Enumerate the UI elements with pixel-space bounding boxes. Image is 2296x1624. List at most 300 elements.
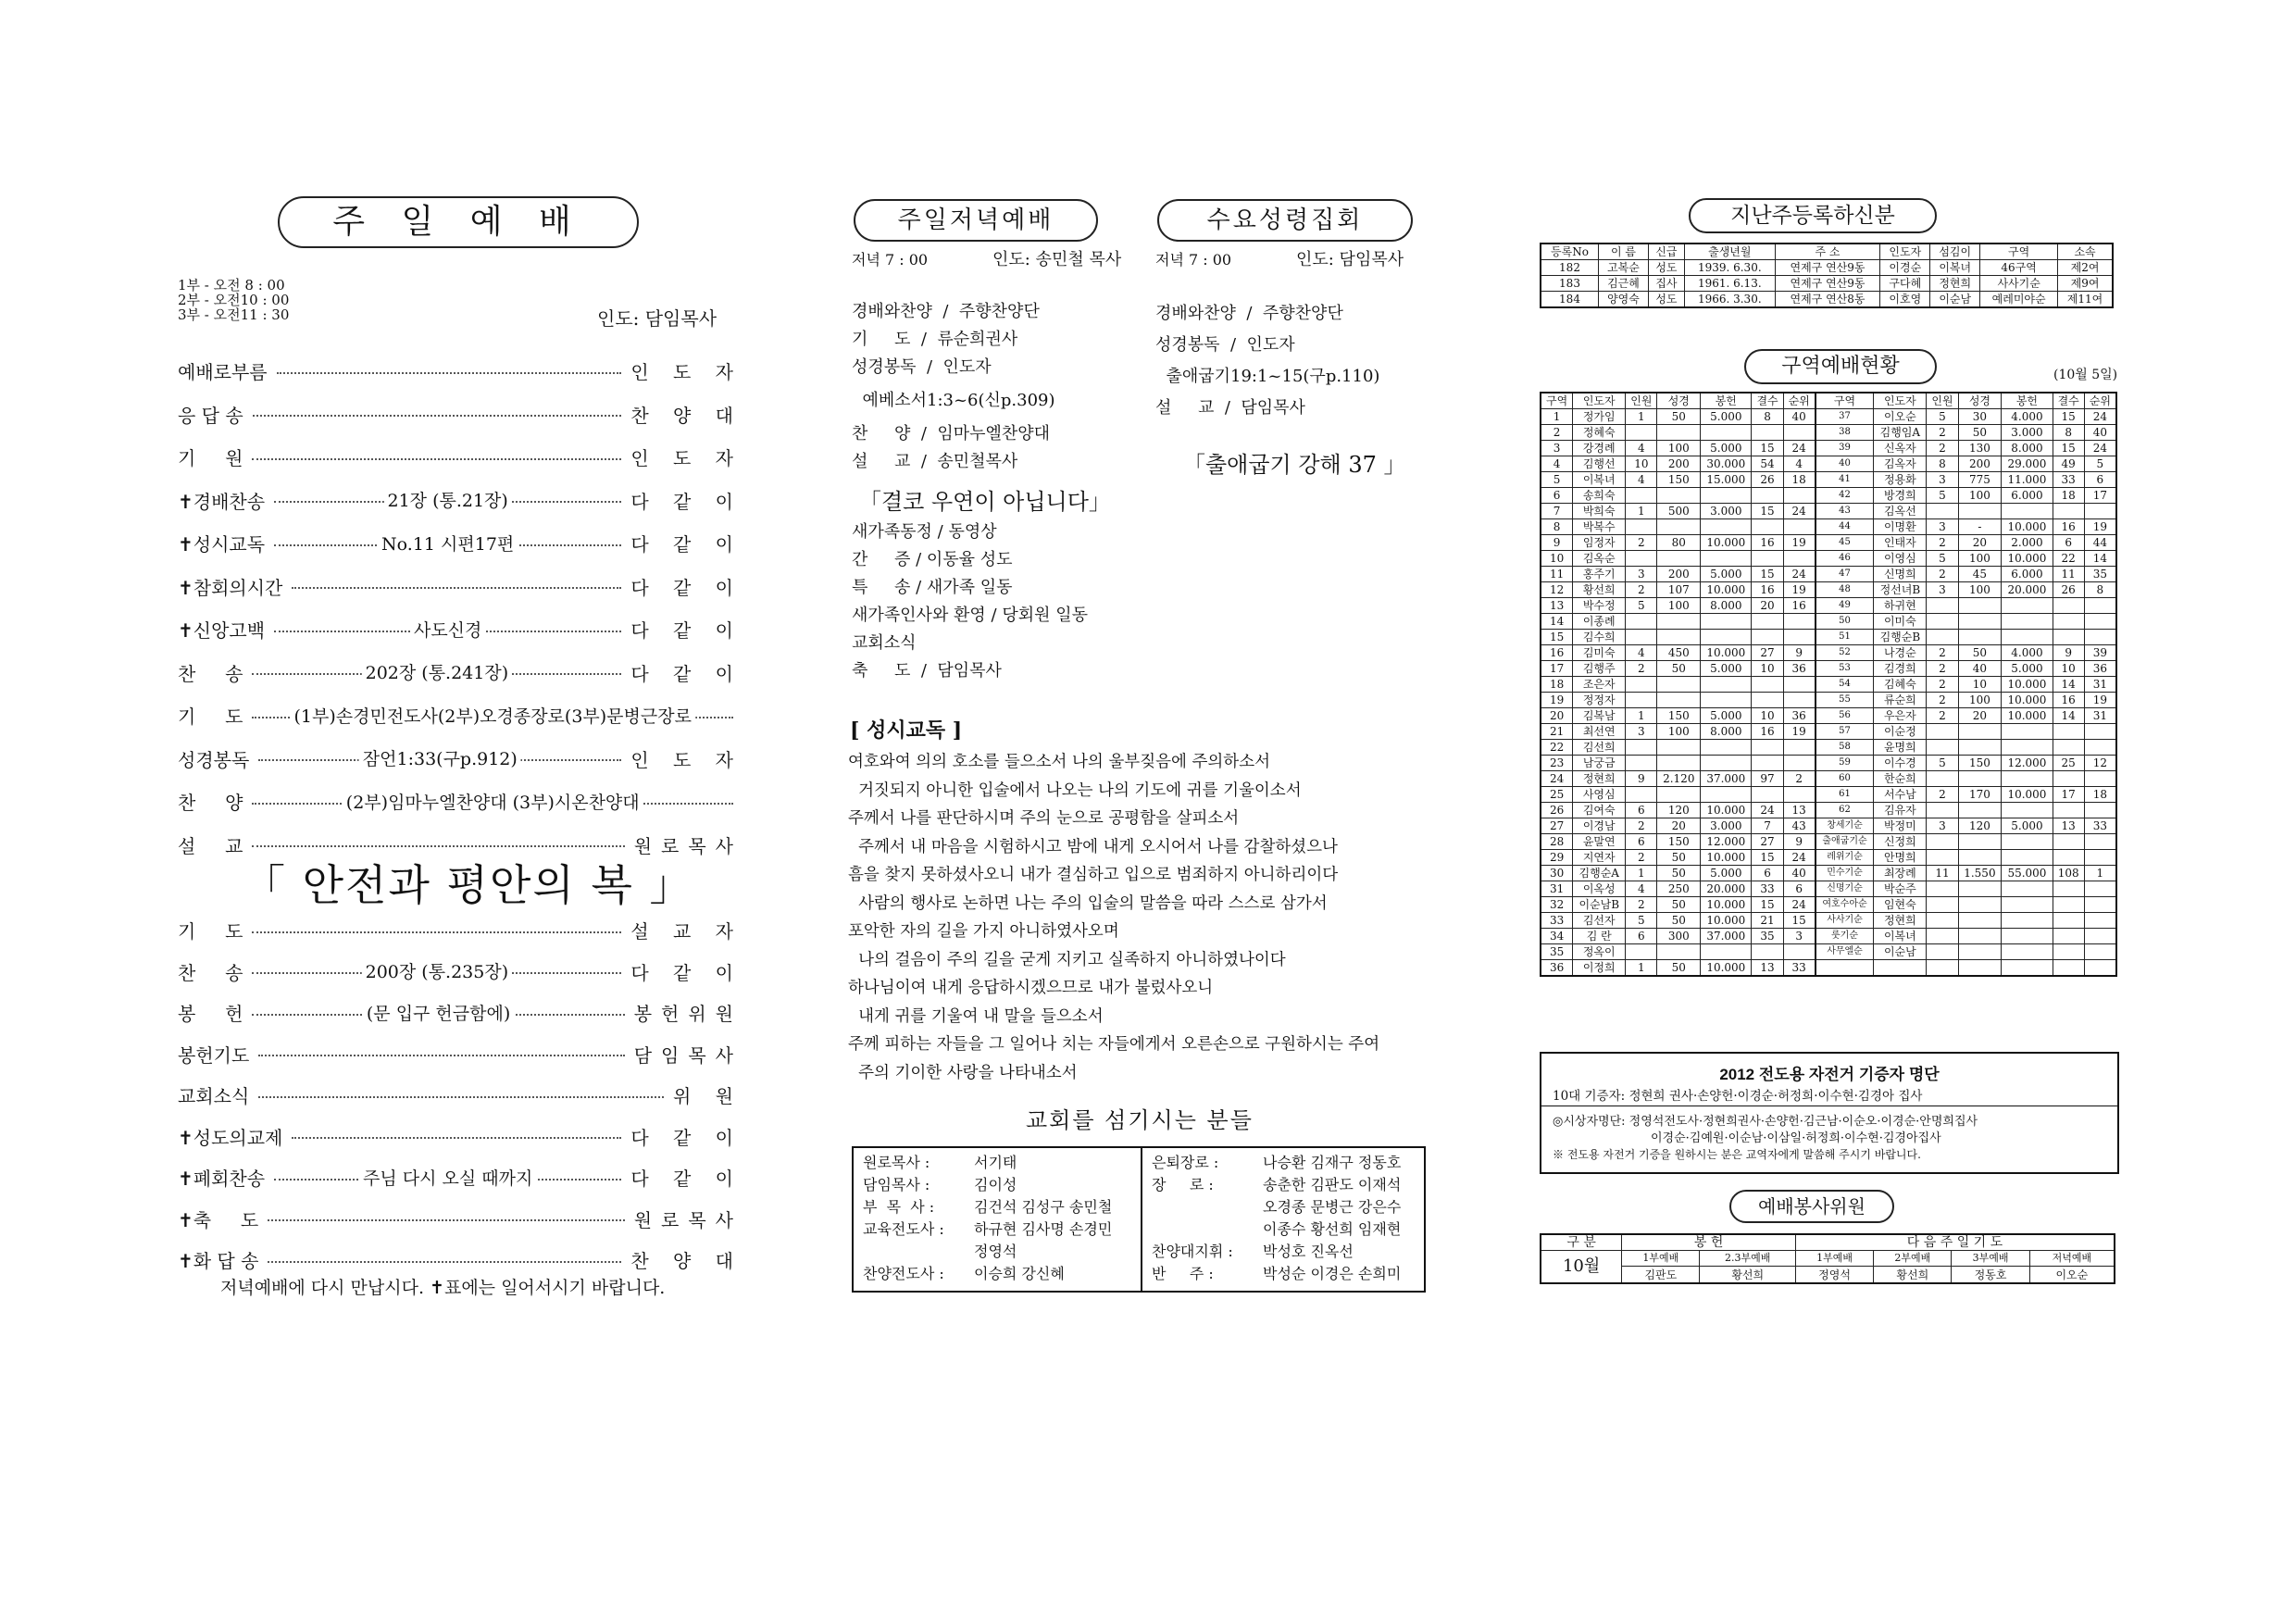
district-cell: 3	[1927, 582, 1958, 598]
district-cell: 10.000	[1701, 645, 1752, 661]
staff-row	[863, 1263, 1112, 1285]
district-cell: 22	[1541, 740, 1573, 756]
district-cell	[1927, 834, 1958, 850]
district-cell: 52	[1816, 645, 1874, 661]
district-cell: 8.000	[1701, 598, 1752, 614]
newcomers-header: 이 름	[1599, 244, 1649, 260]
district-cell: 200	[1958, 456, 2002, 472]
district-cell: 이옥성	[1573, 881, 1626, 897]
district-cell	[1657, 756, 1701, 771]
order-row	[178, 1164, 742, 1191]
district-cell: 20	[1958, 535, 2002, 551]
district-cell	[1626, 488, 1657, 504]
district-cell: 41	[1816, 472, 1874, 488]
order-detail: 사도신경	[410, 617, 485, 642]
district-cell: 박순주	[1874, 881, 1927, 897]
evening-line: 특 송 / 새가족 일동	[852, 578, 1013, 597]
district-cell: 50	[1958, 645, 2002, 661]
district-cell: 3	[1541, 441, 1573, 456]
district-cell: 50	[1657, 850, 1701, 866]
staff-names: 오경종 문병근 강은수	[1263, 1198, 1402, 1216]
district-cell: 10.000	[2002, 551, 2053, 567]
district-cell: 6	[1626, 929, 1657, 944]
order-row	[178, 958, 742, 985]
district-header: 인도자	[1573, 393, 1626, 409]
district-cell: 45	[1958, 567, 2002, 582]
district-cell	[2002, 850, 2053, 866]
district-cell: 24	[2084, 409, 2116, 425]
order-detail: (문 입구 헌금함에)	[363, 1000, 514, 1025]
newcomers-cell: 연제구 연산9동	[1775, 276, 1880, 292]
district-cell: 27	[1752, 645, 1783, 661]
staff-names: 김이성	[974, 1176, 1017, 1193]
order-leader-dots	[258, 749, 621, 770]
table-row	[1541, 292, 2113, 308]
evening-order	[852, 298, 1055, 476]
order-detail: (1부)손경민전도사(2부)오경종장로(3부)문병근장로	[290, 703, 694, 728]
newcomers-cell: 성도	[1648, 292, 1684, 308]
district-cell: 12.000	[1701, 834, 1752, 850]
district-cell	[1783, 630, 1816, 645]
district-cell: 25	[2053, 756, 2084, 771]
district-cell	[1958, 897, 2002, 913]
district-cell: 이오순	[1874, 409, 1927, 425]
district-cell: 5.000	[1701, 409, 1752, 425]
table-row	[1541, 944, 2116, 960]
district-cell	[2053, 614, 2084, 630]
district-cell: 임정자	[1573, 535, 1626, 551]
district-cell: 임현숙	[1874, 897, 1927, 913]
district-cell: 김행임A	[1874, 425, 1927, 441]
district-cell: 40	[1783, 409, 1816, 425]
district-cell	[1958, 771, 2002, 787]
district-cell	[1927, 944, 1958, 960]
district-cell	[1657, 425, 1701, 441]
newcomers-cell: 이호영	[1880, 292, 1930, 308]
order-person: 찬 양 대	[630, 404, 742, 427]
order-detail: (2부)임마누엘찬양대 (3부)시온찬양대	[343, 789, 643, 814]
district-cell: 108	[2053, 866, 2084, 881]
district-cell	[1701, 630, 1752, 645]
district-cell	[2053, 881, 2084, 897]
table-row	[1541, 276, 2113, 292]
district-cell: 250	[1657, 881, 1701, 897]
servants-value: 황선희	[1700, 1267, 1795, 1283]
staff-role: 담임목사 :	[863, 1176, 930, 1193]
district-cell: 50	[1657, 897, 1701, 913]
district-cell	[1927, 724, 1958, 740]
district-cell: 1	[1541, 409, 1573, 425]
district-cell	[1657, 740, 1701, 756]
district-cell: 2	[1541, 425, 1573, 441]
order-leader-dots	[252, 931, 621, 933]
district-cell: 6	[1626, 834, 1657, 850]
district-header: 성경	[1657, 393, 1701, 409]
district-cell	[2053, 630, 2084, 645]
district-cell: 이미숙	[1874, 614, 1927, 630]
district-cell: 1.550	[1958, 866, 2002, 881]
district-cell: 1	[1626, 409, 1657, 425]
district-cell	[1927, 960, 1958, 977]
district-cell: 윤말연	[1573, 834, 1626, 850]
table-row	[1541, 614, 2116, 630]
servants-sub: 2.3부예배	[1700, 1251, 1795, 1267]
table-row	[1541, 504, 2116, 519]
district-cell: 4.000	[2002, 645, 2053, 661]
district-cell: 2	[1927, 677, 1958, 693]
district-cell	[1958, 944, 2002, 960]
district-cell: 56	[1816, 708, 1874, 724]
district-cell	[2084, 504, 2116, 519]
order-leader-dots	[252, 458, 621, 460]
district-cell	[2002, 944, 2053, 960]
order-row	[178, 1123, 742, 1150]
district-cell: 출애굽기순	[1816, 834, 1874, 850]
district-cell	[1701, 488, 1752, 504]
newcomers-cell: 사사기순	[1980, 276, 2058, 292]
newcomers-cell: 이복녀	[1930, 260, 1980, 276]
district-cell: 2	[1783, 771, 1816, 787]
district-cell	[1626, 787, 1657, 803]
staff-role: 찬양전도사 :	[863, 1265, 944, 1282]
district-cell	[1958, 614, 2002, 630]
district-cell: 정용화	[1874, 472, 1927, 488]
table-row	[1541, 535, 2116, 551]
reading-line: 사람의 행사로 논하면 나는 주의 입술의 말씀을 따라 스스로 삼가서	[848, 893, 1328, 913]
order-label: ✝폐회찬송	[178, 1168, 266, 1190]
district-cell: 5.000	[2002, 661, 2053, 677]
district-cell: 류순희	[1874, 693, 1927, 708]
district-cell: 10	[1958, 677, 2002, 693]
servants-value: 황선희	[1874, 1267, 1952, 1283]
district-cell: 50	[1657, 409, 1701, 425]
district-cell	[2053, 944, 2084, 960]
district-cell	[2084, 630, 2116, 645]
district-cell: 나경순	[1874, 645, 1927, 661]
district-cell: 5	[2084, 456, 2116, 472]
district-cell: 2	[1626, 818, 1657, 834]
table-row	[1541, 850, 2116, 866]
district-cell: 12.000	[2002, 756, 2053, 771]
district-cell	[1752, 693, 1783, 708]
district-cell: 19	[2084, 519, 2116, 535]
order-row	[178, 443, 742, 470]
district-cell: 6	[1541, 488, 1573, 504]
district-cell: 윤명희	[1874, 740, 1927, 756]
reading-text	[848, 748, 1379, 1087]
order-detail: 잠언1:33(구p.912)	[359, 745, 521, 770]
staff-row	[863, 1196, 1112, 1218]
district-cell	[1657, 787, 1701, 803]
district-cell: 3	[1927, 519, 1958, 535]
reading-title: [ 성시교독 ]	[850, 718, 963, 743]
district-cell: 10	[2053, 661, 2084, 677]
district-cell: 11.000	[2002, 472, 2053, 488]
district-cell: 50	[1657, 913, 1701, 929]
district-cell: 18	[2053, 488, 2084, 504]
newcomers-cell: 성도	[1648, 260, 1684, 276]
evening-line: 간 증 / 이동율 성도	[852, 550, 1013, 569]
donors-top: 10대 기증자: 정현희 권사·손양헌·이경순·허정희·이수현·김경아 집사	[1553, 1089, 1923, 1104]
district-cell: 4.000	[2002, 409, 2053, 425]
wednesday-leader: 인도: 담임목사	[1296, 250, 1404, 269]
district-cell: 강경례	[1573, 441, 1626, 456]
district-cell	[2002, 724, 2053, 740]
district-cell	[1958, 881, 2002, 897]
district-cell	[2084, 614, 2116, 630]
table-row	[1541, 409, 2116, 425]
newcomers-header: 신급	[1648, 244, 1684, 260]
district-cell: 45	[1816, 535, 1874, 551]
newcomers-header: 구역	[1980, 244, 2058, 260]
district-cell: 40	[1783, 866, 1816, 881]
district-cell	[1816, 960, 1874, 977]
district-cell: 8	[2084, 582, 2116, 598]
district-cell: 10.000	[1701, 913, 1752, 929]
district-cell	[1701, 614, 1752, 630]
district-cell	[2002, 740, 2053, 756]
district-cell: 15	[1752, 441, 1783, 456]
district-cell: 26	[1541, 803, 1573, 818]
district-cell	[2002, 598, 2053, 614]
district-cell: 6	[1783, 881, 1816, 897]
district-cell: 38	[1816, 425, 1874, 441]
district-cell: 사무엘순	[1816, 944, 1874, 960]
staff-row	[863, 1218, 1112, 1241]
district-cell: 24	[1783, 850, 1816, 866]
newcomers-cell: 183	[1541, 276, 1599, 292]
staff-row	[1152, 1218, 1401, 1241]
district-cell: 10.000	[1701, 897, 1752, 913]
district-cell: 51	[1816, 630, 1874, 645]
district-cell: 54	[1752, 456, 1783, 472]
district-cell: 4	[1541, 456, 1573, 472]
evening-sermon-title: 「결코 우연이 아닙니다」	[859, 489, 1111, 515]
staff-row	[1152, 1263, 1401, 1285]
district-cell: 3	[1927, 818, 1958, 834]
district-cell: 1	[2084, 866, 2116, 881]
table-row	[1541, 803, 2116, 818]
order-label: 교회소식	[178, 1085, 250, 1107]
district-cell: 15	[1752, 850, 1783, 866]
order-person: 다 같 이	[630, 1126, 742, 1149]
district-date: (10월 5일)	[2053, 368, 2118, 382]
table-row	[1541, 645, 2116, 661]
district-cell: 33	[1783, 960, 1816, 977]
district-cell	[1927, 771, 1958, 787]
district-cell: 27	[1752, 834, 1783, 850]
district-cell: 김수희	[1573, 630, 1626, 645]
district-cell	[2084, 897, 2116, 913]
table-row	[1541, 472, 2116, 488]
district-cell: 100	[1657, 598, 1701, 614]
order-label: ✝참회의시간	[178, 576, 283, 599]
district-cell: 1	[1626, 708, 1657, 724]
district-cell: 10.000	[2002, 787, 2053, 803]
district-cell	[1958, 598, 2002, 614]
order-leader-dots	[292, 1137, 621, 1139]
district-cell: 4	[1626, 472, 1657, 488]
district-cell	[1958, 834, 2002, 850]
district-cell	[2053, 913, 2084, 929]
district-cell: 4	[1626, 881, 1657, 897]
district-cell: 2	[1927, 645, 1958, 661]
district-cell	[1657, 693, 1701, 708]
district-cell: 15	[2053, 409, 2084, 425]
district-cell: 사영심	[1573, 787, 1626, 803]
table-row	[1541, 740, 2116, 756]
sunday-sermon-title: 「 안전과 평안의 복 」	[243, 860, 694, 910]
district-cell: 10	[1626, 456, 1657, 472]
district-cell	[1783, 677, 1816, 693]
district-cell	[2002, 630, 2053, 645]
order-leader-dots	[274, 491, 621, 512]
district-cell	[1958, 740, 2002, 756]
wednesday-sermon-title: 「출애굽기 강해 37 」	[1183, 452, 1406, 478]
wednesday-title: 수요성령집회	[1157, 199, 1413, 242]
district-cell	[1752, 519, 1783, 535]
district-cell: 이수경	[1874, 756, 1927, 771]
district-cell: 2	[1927, 535, 1958, 551]
district-cell	[2084, 944, 2116, 960]
reading-line: 주께서 나를 판단하시며 주의 눈으로 공평함을 살피소서	[848, 809, 1240, 828]
order-leader-dots	[274, 619, 621, 641]
order-person: 찬 양 대	[630, 1250, 742, 1272]
wednesday-line: 출애굽기19:1~15(구p.110)	[1155, 367, 1380, 386]
servants-h-prayer: 다 음 주 일 기 도	[1795, 1234, 2115, 1251]
district-cell: 9	[1541, 535, 1573, 551]
district-cell: 11	[1927, 866, 1958, 881]
order-row	[178, 702, 742, 729]
district-cell: 5	[1927, 488, 1958, 504]
district-cell: 130	[1958, 441, 2002, 456]
staff-role: 교육전도사 :	[863, 1220, 944, 1238]
district-cell: 35	[1541, 944, 1573, 960]
district-cell: 정선녀B	[1874, 582, 1927, 598]
district-cell: 18	[2084, 787, 2116, 803]
district-cell: 신정희	[1874, 834, 1927, 850]
newcomers-cell: 182	[1541, 260, 1599, 276]
district-cell: 300	[1657, 929, 1701, 944]
district-cell: 14	[2053, 708, 2084, 724]
reading-line: 주께서 내 마음을 시험하시고 밤에 내게 오시어서 나를 감찰하셨으나	[848, 837, 1338, 856]
district-cell: 36	[1783, 661, 1816, 677]
order-leader-dots	[292, 587, 621, 589]
district-header: 인원	[1626, 393, 1657, 409]
order-label: ✝화 답 송	[178, 1250, 259, 1272]
evening-line: 새가족인사와 환영 / 당회원 일동	[852, 606, 1088, 625]
district-cell	[2002, 897, 2053, 913]
district-cell: 정현희	[1573, 771, 1626, 787]
district-cell: 16	[1752, 535, 1783, 551]
newcomers-header: 섬김이	[1930, 244, 1980, 260]
order-label: 기 원	[178, 447, 243, 469]
district-cell: 450	[1657, 645, 1701, 661]
district-cell	[1958, 929, 2002, 944]
district-cell	[2053, 504, 2084, 519]
district-cell: 김옥순	[1573, 551, 1626, 567]
order-person: 인 도 자	[630, 447, 742, 469]
district-cell: 10.000	[2002, 708, 2053, 724]
staff-row	[1152, 1152, 1401, 1174]
table-row	[1541, 771, 2116, 787]
district-cell: 21	[1752, 913, 1783, 929]
district-cell: 15	[1752, 897, 1783, 913]
district-cell: 신명희	[1874, 567, 1927, 582]
district-cell: 3.000	[2002, 425, 2053, 441]
staff-role	[863, 1241, 974, 1263]
district-cell	[2053, 803, 2084, 818]
district-cell: 36	[1783, 708, 1816, 724]
order-person: 인 도 자	[630, 361, 742, 383]
district-cell: 24	[1783, 567, 1816, 582]
district-cell: 2	[1927, 693, 1958, 708]
district-cell: 35	[1752, 929, 1783, 944]
order-row	[178, 530, 742, 556]
district-cell: 이정희	[1573, 960, 1626, 977]
district-cell: 15.000	[1701, 472, 1752, 488]
order-row	[178, 401, 742, 428]
district-cell: 26	[2053, 582, 2084, 598]
district-cell: 100	[1657, 441, 1701, 456]
district-cell: 31	[1541, 881, 1573, 897]
district-header: 순위	[1783, 393, 1816, 409]
district-cell	[1626, 944, 1657, 960]
district-cell: 47	[1816, 567, 1874, 582]
district-cell: 정정자	[1573, 693, 1626, 708]
order-label: 기 도	[178, 706, 243, 728]
district-cell: 민수기순	[1816, 866, 1874, 881]
district-cell: 11	[1541, 567, 1573, 582]
district-cell: 15	[2053, 441, 2084, 456]
district-cell: 49	[1816, 598, 1874, 614]
district-cell	[2084, 803, 2116, 818]
district-cell: 14	[1541, 614, 1573, 630]
staff-names: 정영석	[974, 1243, 1017, 1260]
servants-sub: 1부예배	[1622, 1251, 1700, 1267]
staff-role	[1152, 1196, 1263, 1218]
newcomers-cell: 예레미야순	[1980, 292, 2058, 308]
district-cell	[1783, 693, 1816, 708]
order-label: ✝성도의교제	[178, 1126, 283, 1149]
district-cell	[1626, 740, 1657, 756]
order-leader-dots	[252, 845, 624, 847]
district-cell: 10.000	[1701, 850, 1752, 866]
district-cell: 35	[2084, 567, 2116, 582]
staff-role	[1152, 1218, 1263, 1241]
newcomers-table	[1540, 243, 2114, 308]
district-cell: 29	[1541, 850, 1573, 866]
table-row	[1541, 661, 2116, 677]
district-cell: 19	[1783, 582, 1816, 598]
reading-line: 나의 걸음이 주의 길을 굳게 지키고 실족하지 아니하였나이다	[848, 950, 1286, 969]
order-detail: 21장 (통.21장)	[384, 487, 512, 512]
reading-line: 하나님이여 내게 응답하시겠으므로 내가 불렀사오니	[848, 979, 1214, 997]
district-cell: 50	[1657, 661, 1701, 677]
district-cell	[1752, 425, 1783, 441]
district-cell: 40	[1816, 456, 1874, 472]
district-cell: 13	[1783, 803, 1816, 818]
wednesday-line: 성경봉독 / 인도자	[1155, 335, 1295, 355]
district-cell	[2053, 929, 2084, 944]
table-row	[1541, 960, 2116, 977]
table-row	[1541, 551, 2116, 567]
order-person: 봉헌위원	[633, 1003, 742, 1025]
service-time-3: 3부 - 오전11 : 30	[178, 306, 290, 323]
district-cell: 이경남	[1573, 818, 1626, 834]
district-cell: 120	[1657, 803, 1701, 818]
district-cell: 이복녀	[1874, 929, 1927, 944]
